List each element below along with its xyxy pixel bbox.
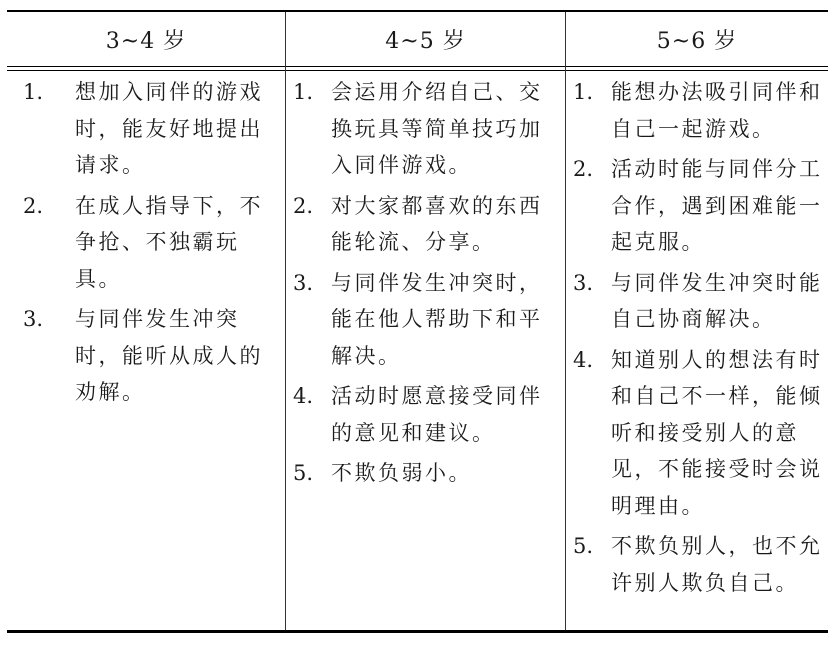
list-item: [573, 342, 823, 525]
item-number: 4.: [573, 347, 594, 372]
item-text: 知道别人的想法有时和自己不一样，能倾听和接受别人的意见，不能接受时会说明理由。: [611, 347, 823, 518]
item-number: 3.: [573, 270, 594, 295]
item-number: 2.: [573, 157, 594, 181]
header-age-5-6: 5~6 岁: [656, 28, 738, 54]
header-rule-lower: [7, 70, 828, 71]
list-item: [293, 455, 555, 492]
list-item: [573, 528, 823, 601]
list-item: [293, 74, 555, 184]
item-text: 与同伴发生冲突时，能听从成人的劝解。: [75, 307, 263, 404]
column-age-5-6: [573, 74, 823, 605]
item-number: 5.: [293, 461, 314, 485]
item-text: 不欺负别人，也不允许别人欺负自己。: [611, 534, 823, 595]
list-item: [573, 74, 823, 147]
item-text: 活动时能与同伴分工合作，遇到困难能一起克服。: [611, 157, 823, 254]
list-item: [293, 265, 555, 375]
list-item: [23, 188, 279, 298]
item-text: 想加入同伴的游戏时，能友好地提出请求。: [75, 80, 263, 177]
item-number: 1.: [23, 80, 44, 104]
item-text: 在成人指导下，不争抢、不独霸玩具。: [75, 193, 263, 291]
list-item: [573, 151, 823, 261]
item-text: 与同伴发生冲突时，能在他人帮助下和平解决。: [331, 270, 543, 368]
goals-table: [7, 10, 828, 633]
column-divider-2: [565, 12, 566, 630]
item-text: 能想办法吸引同伴和自己一起游戏。: [611, 80, 823, 141]
list-item: [23, 301, 279, 411]
item-text: 活动时愿意接受同伴的意见和建议。: [331, 384, 543, 445]
list-item: [23, 74, 279, 184]
item-number: 4.: [293, 384, 314, 408]
list-item: [293, 378, 555, 451]
item-number: 1.: [293, 80, 314, 104]
item-number: 2.: [23, 193, 44, 218]
column-divider-1: [285, 12, 286, 630]
item-text: 会运用介绍自己、交换玩具等简单技巧加入同伴游戏。: [331, 80, 543, 177]
list-item: [293, 188, 555, 261]
item-text: 不欺负弱小。: [331, 461, 472, 485]
header-age-4-5: 4~5 岁: [385, 28, 466, 54]
item-number: 1.: [573, 80, 594, 104]
item-number: 3.: [293, 270, 314, 295]
header-rule-upper: [7, 66, 828, 67]
item-number: 2.: [293, 193, 314, 218]
table-bottom-rule: [7, 630, 828, 633]
item-number: 5.: [573, 534, 594, 558]
header-age-3-4: 3~4 岁: [105, 28, 187, 54]
item-text: 对大家都喜欢的东西能轮流、分享。: [331, 193, 543, 254]
list-item: [573, 265, 823, 338]
item-number: 3.: [23, 307, 44, 331]
item-text: 与同伴发生冲突时能自己协商解决。: [611, 270, 823, 331]
column-age-3-4: [23, 74, 279, 415]
column-age-4-5: [293, 74, 555, 496]
